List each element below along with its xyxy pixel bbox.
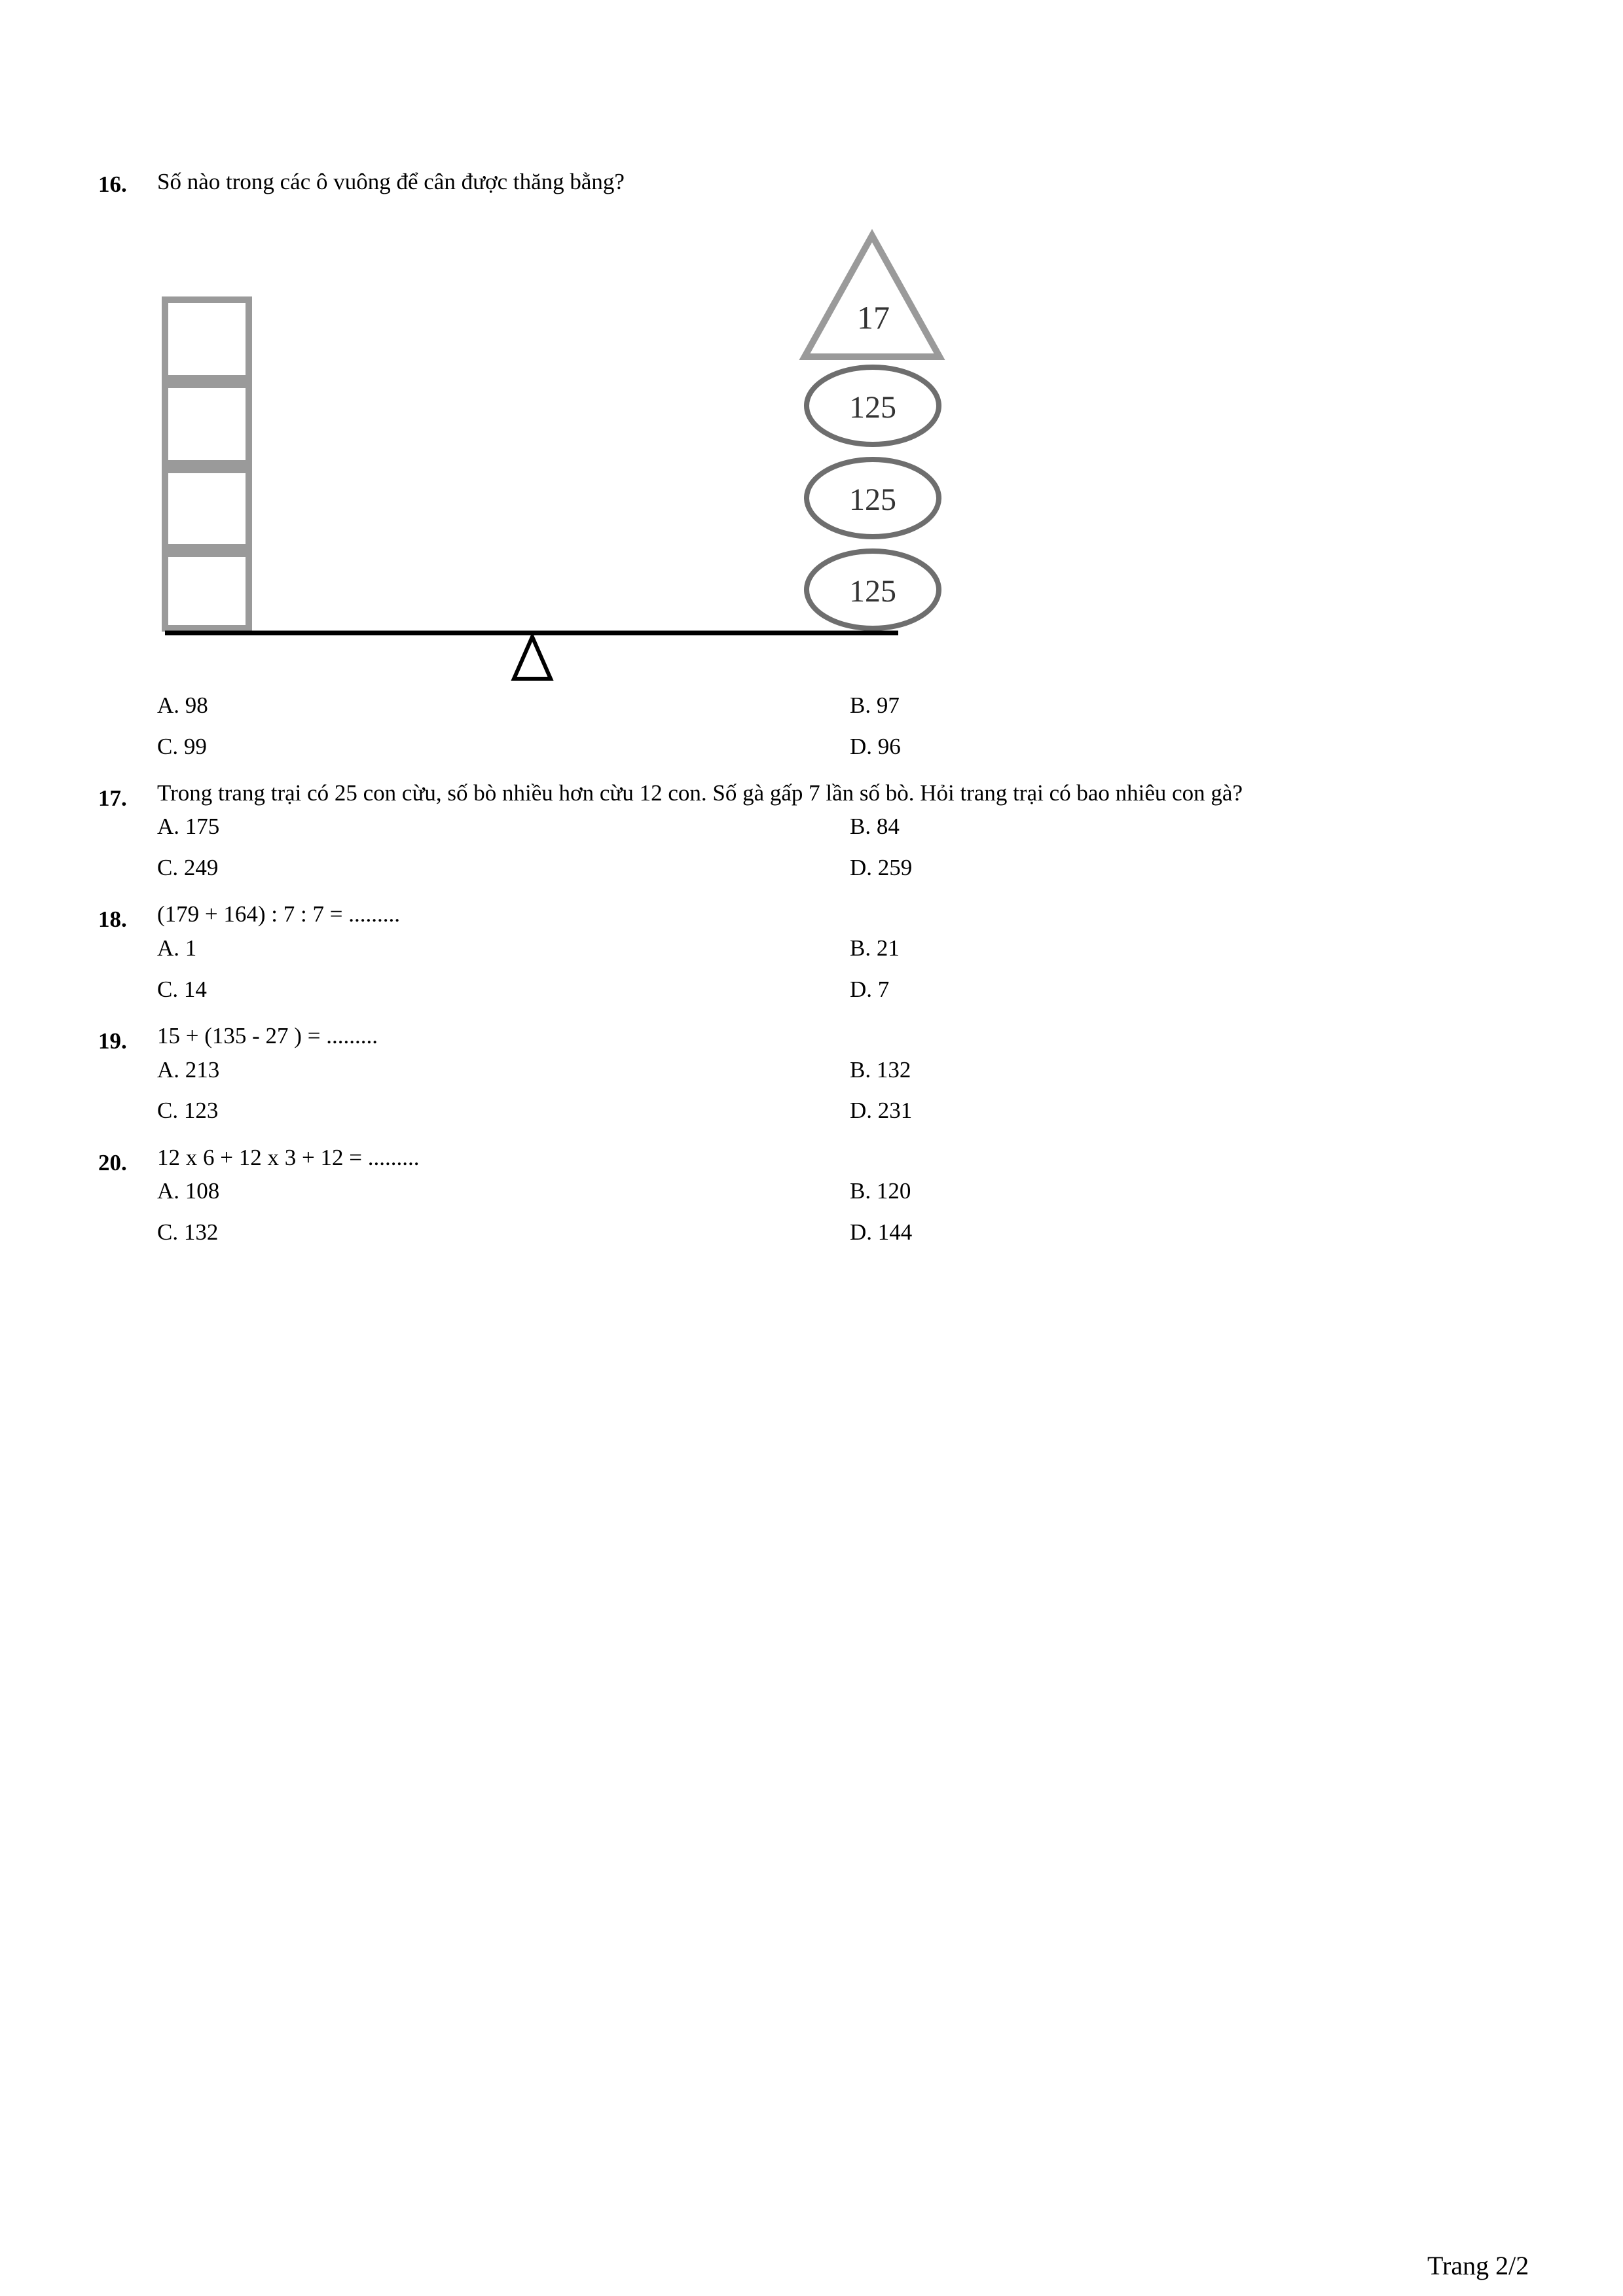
empty-box [165, 470, 249, 547]
option-b: B. 84 [850, 814, 900, 839]
question-number: 18. [98, 906, 127, 932]
triangle-weight [805, 236, 939, 357]
page-number: Trang 2/2 [1427, 2251, 1529, 2280]
option-a: A. 108 [157, 1178, 220, 1204]
empty-box [165, 385, 249, 463]
option-b: B. 120 [850, 1178, 911, 1204]
question-number: 20. [98, 1150, 127, 1175]
question-text: 12 x 6 + 12 x 3 + 12 = ......... [157, 1145, 420, 1170]
option-a: A. 213 [157, 1057, 220, 1083]
option-c: C. 132 [157, 1219, 219, 1245]
option-c: C. 14 [157, 977, 207, 1002]
option-b: B. 21 [850, 935, 900, 961]
circle-value: 125 [849, 390, 896, 425]
option-c: C. 123 [157, 1098, 219, 1123]
question-text: (179 + 164) : 7 : 7 = ......... [157, 901, 400, 927]
option-d: D. 144 [850, 1219, 913, 1245]
question-text: Số nào trong các ô vuông để cân được thăng bằng? [157, 169, 625, 194]
empty-box [165, 554, 249, 628]
option-a: A. 1 [157, 935, 197, 961]
question-number: 16. [98, 171, 127, 197]
option-b: B. 132 [850, 1057, 911, 1083]
empty-box [165, 300, 249, 378]
option-b: B. 97 [850, 692, 900, 718]
question-number: 17. [98, 785, 127, 811]
circle-value: 125 [849, 482, 896, 517]
question-text: Trong trang trại có 25 con cừu, số bò nhiều hơn cừu 12 con. Số gà gấp 7 lần số bò. Hỏi trang trại có bao nhiêu con gà? [157, 780, 1243, 806]
fulcrum [514, 637, 551, 679]
option-d: D. 231 [850, 1098, 913, 1123]
option-a: A. 98 [157, 692, 208, 718]
option-d: D. 96 [850, 734, 901, 759]
option-d: D. 7 [850, 977, 890, 1002]
balance-scale-figure [157, 223, 962, 694]
triangle-value: 17 [857, 299, 890, 336]
option-d: D. 259 [850, 855, 913, 880]
circle-value: 125 [849, 574, 896, 609]
question-text: 15 + (135 - 27 ) = ......... [157, 1023, 378, 1049]
option-c: C. 99 [157, 734, 207, 759]
option-a: A. 175 [157, 814, 220, 839]
option-c: C. 249 [157, 855, 219, 880]
question-number: 19. [98, 1028, 127, 1054]
